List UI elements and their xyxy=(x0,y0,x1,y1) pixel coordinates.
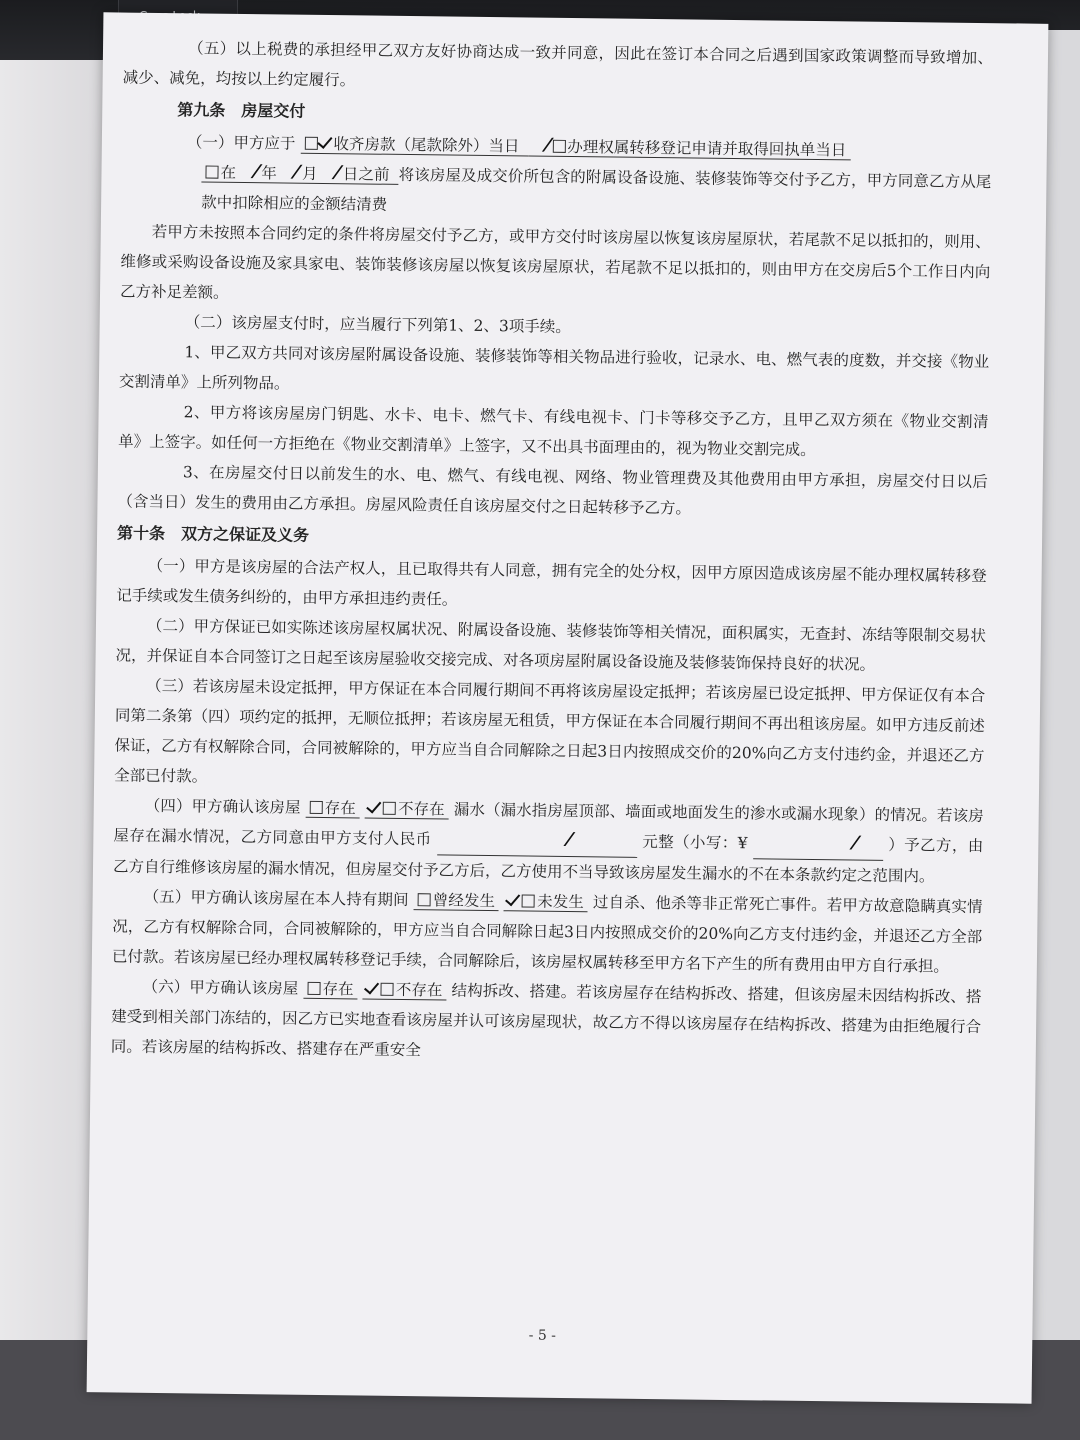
checkbox-structure-not-exist[interactable] xyxy=(381,983,394,996)
option-receive-payment-label: 收齐房款（尾款除外）当日 xyxy=(333,135,520,156)
strike-icon xyxy=(839,835,861,849)
strike-icon xyxy=(281,165,303,179)
clause-10-6 xyxy=(111,971,982,1072)
option-leak-not-exist[interactable] xyxy=(365,800,449,820)
clause-10-1: （一）甲方是该房屋的合法产权人，且已取得共有人同意，拥有完全的处分权，因甲方原因造成该房屋不能办理权属转移登记手续或发生债务纠纷的，由甲方承担违约责任。 xyxy=(116,556,987,609)
option-structure-not-exist[interactable] xyxy=(363,981,447,1001)
clause-9-1-remedy: 若甲方未按照本合同约定的条件将房屋交付予乙方，或甲方交付时该房屋以恢复该房屋原状，若尾款不足以抵扣的，则用、维修或采购设备设施及家具家电、装饰装修该房屋以恢复该房屋原状，若尾款不足以抵扣的，则由甲方在交房后5个工作日内向乙方补足差额。 xyxy=(119,222,991,302)
option-death-not-happened-label: 未发生 xyxy=(536,892,585,912)
clause-10-4-amount-label: 元整（小写：¥ xyxy=(642,832,748,853)
clause-10-5-body: 过自杀、他杀等非正常死亡事件。若甲方故意隐瞒真实情况，乙方有权解除合同，合同被解除的，甲方应当自合同解除日起3日内按照成交价的20%向乙方支付违约金，并退还乙方全部已付款。若该房屋已经办理权属转移登记手续，合同解除后，该房屋权属转移至甲方名下产生的所有费用由甲方自行承担。 xyxy=(111,893,983,976)
article-10-title: 第十条 双方之保证及义务 xyxy=(116,523,310,545)
option-death-happened[interactable] xyxy=(414,891,500,911)
clause-9-2-2: 2、甲方将该房屋房门钥匙、水卡、电卡、燃气卡、有线电视卡、门卡等移交予乙方，且甲乙双方须在《物业交割清单》上签字。如任何一方拒绝在《物业交割清单》上签字，又不出具书面理由的，视为物业交割完成。 xyxy=(118,403,989,460)
option-structure-exist-label: 存在 xyxy=(322,980,354,999)
clause-10-6-body: 结构拆改、搭建。若该房屋存在结构拆改、搭建，但该房屋未因结构拆改、搭建受到相关部门冻结的，因乙方已实地查看该房屋并认可该房屋现状，故乙方不得以该房屋存在结构拆改、搭建为由拒绝履行合同。若该房屋的结构拆改、搭建存在严重安全 xyxy=(110,981,982,1060)
label-day: 日之前 xyxy=(342,165,390,184)
amount-field[interactable] xyxy=(437,824,637,857)
checkbox-by-date[interactable] xyxy=(205,166,218,179)
contract-page xyxy=(87,12,1049,1403)
clause-10-5-lead: （五）甲方确认该房屋在本人持有期间 xyxy=(143,887,409,910)
clause-9-1-delivery: 将该房屋及成交价所包含的附属设备设施、装修装饰等交付予乙方，甲方同意乙方从尾款中扣除相应的金额结清费 xyxy=(201,165,992,214)
clause-10-3: （三）若该房屋未设定抵押，甲方保证在本合同履行期间不再将该房屋设定抵押；若该房屋已设定抵押、甲方保证仅有本合同第二条第（四）项约定的抵押，无顺位抵押；若该房屋无租赁，甲方保证在本合同履行期间不再出租该房屋。如甲方违反前述保证，乙方有权解除合同，合同被解除的，甲方应当自合同解除之日起3日内按照成交价的20%向乙方支付违约金，并退还乙方全部已付款。 xyxy=(114,676,986,786)
checkbox-leak-not-exist[interactable] xyxy=(383,802,396,815)
checkbox-transfer-receipt[interactable] xyxy=(552,140,565,153)
strike-icon xyxy=(553,832,575,846)
label-year: 年 xyxy=(261,164,278,183)
option-receive-payment[interactable] xyxy=(300,135,528,157)
checkbox-death-happened[interactable] xyxy=(418,893,431,906)
option-transfer-receipt-label: 办理权属转移登记申请并取得回执单当日 xyxy=(567,137,847,160)
option-leak-exist[interactable] xyxy=(306,799,360,819)
option-structure-not-exist-label: 不存在 xyxy=(395,980,443,1000)
option-death-happened-label: 曾经发生 xyxy=(432,891,496,911)
checkbox-structure-exist[interactable] xyxy=(307,982,320,995)
option-structure-exist[interactable] xyxy=(303,980,357,1000)
article-9-title: 第九条 房屋交付 xyxy=(177,100,306,121)
option-death-not-happened[interactable] xyxy=(504,892,588,912)
option-by-date-prefix: 在 xyxy=(220,163,237,182)
clause-10-6-lead: （六）甲方确认该房屋 xyxy=(142,977,299,998)
clause-9-1-date xyxy=(121,157,992,228)
strike-icon xyxy=(322,165,344,179)
clause-10-4-lead: （四）甲方确认该房屋 xyxy=(144,796,301,817)
amount-small-field[interactable] xyxy=(753,828,883,861)
clause-9-tax-5: （五）以上税费的承担经甲乙双方友好协商达成一致并同意，因此在签订本合同之后遇到国家政策调整而导致增加、减少、减免，均按以上约定履行。 xyxy=(122,39,994,90)
strike-icon xyxy=(240,164,262,178)
clause-9-2-3: 3、在房屋交付日以前发生的水、电、燃气、有线电视、网络、物业管理费及其他费用由甲方承担，房屋交付日以后（含当日）发生的费用由乙方承担。房屋风险责任自该房屋交付之日起转移予乙方。 xyxy=(117,463,988,518)
clause-10-4-body: 漏水（漏水指房屋顶部、墙面或地面发生的渗水或漏水现象）的情况。若该房屋存在漏水情况，乙方同意由甲方支付人民币 xyxy=(113,800,984,849)
page-number: - 5 - xyxy=(528,1327,557,1344)
checkbox-leak-exist[interactable] xyxy=(310,801,323,814)
clause-9-2: （二）该房屋支付时，应当履行下列第1、2、3项手续。 xyxy=(184,313,571,337)
page-content xyxy=(110,33,994,1344)
clause-10-5 xyxy=(112,881,983,982)
clause-10-2: （二）甲方保证已如实陈述该房屋权属状况、附属设备设施、装修装饰等相关情况，面积属实，无查封、冻结等限制交易状况，并保证自本合同签订之日起至该房屋验收交接完成、对各项房屋附属设备设施及装修装饰保持良好的状况。 xyxy=(115,616,987,674)
clause-10-4 xyxy=(113,790,984,892)
clause-9-2-1: 1、甲乙双方共同对该房屋附属设备设施、装修装饰等相关物品进行验收，记录水、电、燃气表的度数，并交接《物业交割清单》上所列物品。 xyxy=(118,343,990,393)
label-month: 月 xyxy=(301,164,318,183)
checkbox-death-not-happened[interactable] xyxy=(522,894,535,907)
checkbox-receive-payment[interactable] xyxy=(304,137,317,150)
option-transfer-receipt[interactable] xyxy=(528,137,850,160)
clause-10-4-tail: ）予乙方，由乙方自行维修该房屋的漏水情况，但房屋交付予乙方后，乙方使用不当导致该房屋发生漏水的不在本条款约定之范围内。 xyxy=(112,835,984,886)
option-by-date[interactable] xyxy=(201,163,398,184)
clause-9-1-lead: （一）甲方应于 xyxy=(186,133,296,153)
option-leak-not-exist-label: 不存在 xyxy=(397,799,445,819)
strike-icon xyxy=(531,138,553,152)
option-leak-exist-label: 存在 xyxy=(324,799,357,818)
